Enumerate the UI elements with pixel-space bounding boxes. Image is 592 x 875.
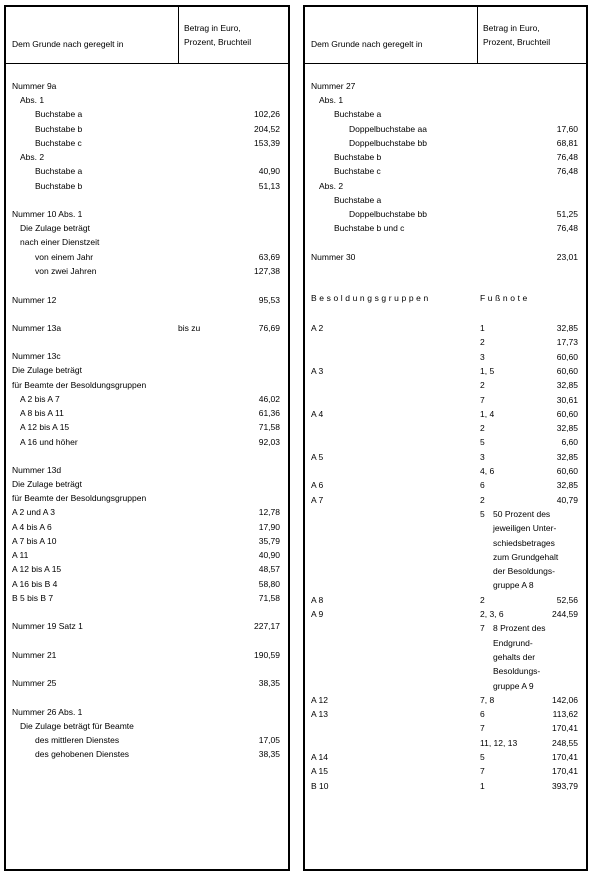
row-footnote: 7 bbox=[480, 723, 485, 734]
table-row bbox=[305, 94, 586, 106]
table-row bbox=[305, 165, 586, 177]
row-value: 32,85 bbox=[556, 323, 578, 333]
row-label: A 4 bis A 6 bbox=[12, 522, 52, 532]
row-value: 51,13 bbox=[258, 181, 280, 191]
row-footnote: 5 bbox=[480, 508, 485, 519]
table-row bbox=[6, 108, 288, 120]
row-note: zum Grundgehalt bbox=[493, 551, 559, 562]
table-row bbox=[6, 706, 288, 718]
table-row bbox=[305, 80, 586, 92]
table-row bbox=[6, 436, 288, 448]
row-value: 32,85 bbox=[556, 480, 578, 491]
row-label: Nummer 13d bbox=[12, 465, 62, 475]
table-row bbox=[305, 336, 586, 348]
row-note: Endgrund- bbox=[493, 637, 533, 648]
row-label: A 12 bis A 15 bbox=[20, 422, 70, 432]
table-row bbox=[6, 180, 288, 192]
table-row bbox=[305, 594, 586, 606]
table-row bbox=[305, 651, 586, 663]
row-value: 248,55 bbox=[552, 737, 578, 748]
row-label: Buchstabe a bbox=[35, 166, 83, 176]
table-row bbox=[305, 579, 586, 591]
table-row bbox=[305, 180, 586, 192]
row-label: A 7 bis A 10 bbox=[12, 536, 57, 546]
row-value: 204,52 bbox=[254, 124, 280, 134]
table-row bbox=[305, 322, 586, 334]
row-group: A 14 bbox=[311, 752, 329, 762]
row-value: 92,03 bbox=[258, 437, 280, 447]
row-footnote: 2 bbox=[480, 494, 485, 505]
row-footnote: 7 bbox=[480, 766, 485, 777]
fussnote-heading: Fußnote bbox=[480, 293, 530, 303]
row-label: Die Zulage beträgt bbox=[12, 479, 82, 489]
row-label: für Beamte der Besoldungsgruppen bbox=[12, 380, 147, 390]
table-row bbox=[305, 765, 586, 777]
table-row bbox=[305, 494, 586, 506]
table-row bbox=[6, 350, 288, 362]
row-label: Doppelbuchstabe aa bbox=[349, 124, 427, 134]
table-row bbox=[305, 537, 586, 549]
header-col2-line1: Betrag in Euro, bbox=[483, 23, 540, 33]
row-group: A 6 bbox=[311, 480, 324, 491]
table-row bbox=[6, 521, 288, 533]
row-group: A 5 bbox=[311, 451, 324, 462]
row-value: 40,90 bbox=[258, 166, 280, 176]
table-row bbox=[6, 592, 288, 604]
left-table-header bbox=[6, 7, 288, 64]
row-value: 48,57 bbox=[258, 564, 280, 574]
table-row bbox=[305, 708, 586, 720]
row-label: B 5 bis B 7 bbox=[12, 593, 54, 603]
table-row bbox=[305, 422, 586, 434]
row-label: Abs. 1 bbox=[20, 95, 45, 105]
row-group: A 13 bbox=[311, 709, 329, 720]
row-label: A 8 bis A 11 bbox=[20, 408, 64, 418]
table-row bbox=[305, 222, 586, 234]
table-row bbox=[6, 236, 288, 248]
table-row bbox=[6, 251, 288, 263]
table-row bbox=[305, 780, 586, 792]
table-row bbox=[305, 565, 586, 577]
row-group: B 10 bbox=[311, 780, 329, 791]
row-note: 50 Prozent des bbox=[493, 508, 551, 519]
row-note: 8 Prozent des bbox=[493, 623, 546, 634]
table-row bbox=[305, 522, 586, 534]
row-value: 38,35 bbox=[258, 749, 280, 759]
row-value: 113,62 bbox=[552, 709, 578, 720]
row-group: A 9 bbox=[311, 609, 324, 619]
table-row bbox=[6, 464, 288, 476]
row-value: 71,58 bbox=[258, 422, 280, 432]
table-row bbox=[6, 492, 288, 504]
row-footnote: 7 bbox=[480, 394, 485, 405]
row-footnote: 7 bbox=[480, 623, 485, 634]
table-row bbox=[305, 622, 586, 634]
row-group: A 8 bbox=[311, 594, 324, 605]
table-row bbox=[305, 637, 586, 649]
table-row bbox=[6, 421, 288, 433]
row-label: Nummer 10 Abs. 1 bbox=[12, 209, 83, 219]
row-label: Doppelbuchstabe bb bbox=[349, 209, 427, 219]
table-row bbox=[6, 123, 288, 135]
row-value: 38,35 bbox=[258, 678, 280, 688]
table-row bbox=[6, 620, 288, 632]
row-label: nach einer Dienstzeit bbox=[20, 237, 100, 247]
row-footnote: 3 bbox=[480, 451, 485, 462]
row-label: A 11 bbox=[12, 550, 29, 560]
row-label: von zwei Jahren bbox=[35, 266, 97, 276]
table-row bbox=[305, 351, 586, 363]
row-value: 76,69 bbox=[258, 323, 280, 333]
row-label: Buchstabe b und c bbox=[334, 223, 405, 233]
table-row bbox=[6, 407, 288, 419]
table-row bbox=[305, 551, 586, 563]
row-value: 40,90 bbox=[258, 550, 280, 560]
row-label: des mittleren Dienstes bbox=[35, 735, 120, 745]
row-value: 32,85 bbox=[556, 423, 578, 434]
row-value: 17,90 bbox=[258, 522, 280, 532]
row-value: 244,59 bbox=[552, 609, 578, 619]
row-label: für Beamte der Besoldungsgruppen bbox=[12, 493, 147, 503]
row-label: Nummer 25 bbox=[12, 678, 57, 688]
row-footnote: 5 bbox=[480, 437, 485, 448]
table-row bbox=[6, 322, 288, 334]
row-value: 60,60 bbox=[556, 466, 578, 476]
table-row bbox=[305, 751, 586, 763]
table-row bbox=[6, 563, 288, 575]
row-note: Besoldungs- bbox=[493, 666, 541, 677]
header-divider bbox=[178, 7, 179, 63]
row-label: Nummer 13a bbox=[12, 323, 62, 333]
table-row bbox=[6, 151, 288, 163]
row-footnote: 11, 12, 13 bbox=[480, 737, 518, 748]
table-row bbox=[6, 80, 288, 92]
row-value: 60,60 bbox=[556, 365, 578, 376]
row-footnote: 6 bbox=[480, 480, 485, 491]
row-value: 153,39 bbox=[254, 138, 280, 148]
row-note: schiedsbetrages bbox=[493, 537, 555, 548]
row-qualifier: bis zu bbox=[178, 323, 201, 333]
row-note: jeweiligen Unter- bbox=[493, 523, 557, 534]
row-value: 142,06 bbox=[552, 694, 578, 705]
table-row bbox=[6, 478, 288, 490]
table-row bbox=[6, 506, 288, 518]
row-value: 46,02 bbox=[258, 394, 280, 404]
table-row bbox=[6, 265, 288, 277]
row-label: Buchstabe c bbox=[35, 138, 82, 148]
table-row bbox=[6, 578, 288, 590]
header-divider bbox=[477, 7, 478, 63]
row-value: 60,60 bbox=[556, 351, 578, 362]
row-note: gehalts der bbox=[493, 651, 536, 662]
row-value: 170,41 bbox=[552, 752, 578, 762]
row-label: Abs. 1 bbox=[319, 95, 344, 105]
row-label: Die Zulage beträgt für Beamte bbox=[20, 721, 134, 731]
row-label: Buchstabe a bbox=[334, 109, 382, 119]
table-row bbox=[6, 208, 288, 220]
row-label: Die Zulage beträgt bbox=[12, 365, 82, 375]
table-row bbox=[6, 137, 288, 149]
row-footnote: 6 bbox=[480, 709, 485, 720]
row-value: 227,17 bbox=[254, 621, 280, 631]
row-label: Nummer 12 bbox=[12, 295, 57, 305]
row-note: der Besoldungs- bbox=[493, 566, 555, 577]
row-value: 95,53 bbox=[258, 295, 280, 305]
header-col2 bbox=[483, 21, 550, 49]
row-label: Buchstabe a bbox=[334, 195, 382, 205]
table-row bbox=[6, 649, 288, 661]
header-col1: Dem Grunde nach geregelt in bbox=[311, 39, 423, 49]
row-label: Buchstabe b bbox=[334, 152, 382, 162]
row-label: Buchstabe b bbox=[35, 124, 83, 134]
table-row bbox=[305, 680, 586, 692]
table-row bbox=[6, 734, 288, 746]
row-label: A 16 und höher bbox=[20, 437, 78, 447]
row-value: 12,78 bbox=[258, 507, 280, 517]
row-label: A 2 bis A 7 bbox=[20, 394, 60, 404]
header-col2-line2: Prozent, Bruchteil bbox=[184, 37, 252, 47]
table-row bbox=[305, 151, 586, 163]
row-value: 17,05 bbox=[258, 735, 280, 745]
row-label: Nummer 27 bbox=[311, 81, 356, 91]
row-label: A 16 bis B 4 bbox=[12, 579, 58, 589]
row-value: 23,01 bbox=[556, 252, 578, 262]
row-label: Doppelbuchstabe bb bbox=[349, 138, 427, 148]
header-col2 bbox=[184, 21, 251, 49]
row-value: 17,73 bbox=[556, 337, 578, 348]
row-value: 127,38 bbox=[254, 266, 280, 276]
row-value: 32,85 bbox=[556, 380, 578, 391]
table-row bbox=[305, 137, 586, 149]
row-value: 63,69 bbox=[258, 252, 280, 262]
table-row bbox=[305, 451, 586, 463]
table-row bbox=[6, 165, 288, 177]
row-label: von einem Jahr bbox=[35, 252, 94, 262]
header-col1: Dem Grunde nach geregelt in bbox=[12, 39, 124, 49]
row-value: 60,60 bbox=[556, 408, 578, 419]
row-value: 170,41 bbox=[552, 723, 578, 734]
row-footnote: 2 bbox=[480, 594, 485, 605]
row-value: 102,26 bbox=[254, 109, 280, 119]
row-group: A 3 bbox=[311, 365, 324, 376]
table-row bbox=[305, 108, 586, 120]
row-label: Nummer 9a bbox=[12, 81, 57, 91]
row-label: Buchstabe c bbox=[334, 166, 381, 176]
table-row bbox=[305, 479, 586, 491]
table-row bbox=[6, 535, 288, 547]
table-row bbox=[305, 408, 586, 420]
table-row bbox=[305, 608, 586, 620]
row-footnote: 1 bbox=[480, 323, 485, 333]
row-label: A 12 bis A 15 bbox=[12, 564, 62, 574]
right-table-header bbox=[305, 7, 586, 64]
table-row bbox=[6, 222, 288, 234]
row-group: A 15 bbox=[311, 766, 329, 777]
row-value: 76,48 bbox=[556, 152, 578, 162]
row-value: 61,36 bbox=[258, 408, 280, 418]
row-label: des gehobenen Dienstes bbox=[35, 749, 130, 759]
row-footnote: 1, 4 bbox=[480, 408, 495, 419]
row-note: gruppe A 8 bbox=[493, 580, 534, 591]
row-value: 32,85 bbox=[556, 451, 578, 462]
row-group: A 2 bbox=[311, 323, 324, 333]
table-row bbox=[6, 748, 288, 760]
row-label: Die Zulage beträgt bbox=[20, 223, 90, 233]
row-footnote: 3 bbox=[480, 351, 485, 362]
table-row bbox=[305, 123, 586, 135]
row-value: 190,59 bbox=[254, 650, 280, 660]
table-row bbox=[6, 393, 288, 405]
table-row bbox=[305, 722, 586, 734]
table-row bbox=[6, 677, 288, 689]
besoldungsgruppen-heading: Besoldungsgruppen bbox=[311, 293, 431, 303]
row-footnote: 1, 5 bbox=[480, 365, 495, 376]
table-row bbox=[305, 251, 586, 263]
table-row bbox=[6, 294, 288, 306]
header-col2-line2: Prozent, Bruchteil bbox=[483, 37, 551, 47]
row-value: 393,79 bbox=[552, 780, 578, 791]
row-footnote: 2 bbox=[480, 423, 485, 434]
table-row bbox=[305, 365, 586, 377]
row-footnote: 7, 8 bbox=[480, 694, 495, 705]
row-value: 71,58 bbox=[258, 593, 280, 603]
row-label: Nummer 19 Satz 1 bbox=[12, 621, 83, 631]
row-value: 76,48 bbox=[556, 223, 578, 233]
row-label: Buchstabe b bbox=[35, 181, 83, 191]
table-row bbox=[6, 364, 288, 376]
row-value: 51,25 bbox=[556, 209, 578, 219]
row-value: 170,41 bbox=[552, 766, 578, 777]
table-row bbox=[305, 394, 586, 406]
row-value: 40,79 bbox=[556, 494, 578, 505]
row-value: 52,56 bbox=[556, 594, 578, 605]
row-label: Nummer 30 bbox=[311, 252, 356, 262]
row-label: Abs. 2 bbox=[20, 152, 45, 162]
header-col2-line1: Betrag in Euro, bbox=[184, 23, 241, 33]
table-row bbox=[6, 94, 288, 106]
row-value: 6,60 bbox=[561, 437, 578, 448]
row-label: Nummer 21 bbox=[12, 650, 57, 660]
row-group: A 7 bbox=[311, 494, 324, 505]
table-row bbox=[6, 549, 288, 561]
row-value: 17,60 bbox=[556, 124, 578, 134]
row-label: Nummer 13c bbox=[12, 351, 61, 361]
row-label: Nummer 26 Abs. 1 bbox=[12, 707, 83, 717]
row-group: A 4 bbox=[311, 408, 324, 419]
right-table bbox=[303, 5, 588, 871]
row-value: 68,81 bbox=[556, 138, 578, 148]
row-value: 35,79 bbox=[258, 536, 280, 546]
table-row bbox=[305, 665, 586, 677]
row-value: 30,61 bbox=[556, 394, 578, 405]
row-footnote: 2, 3, 6 bbox=[480, 609, 504, 619]
table-row bbox=[305, 694, 586, 706]
row-footnote: 1 bbox=[480, 780, 485, 791]
table-row bbox=[305, 737, 586, 749]
table-row bbox=[305, 436, 586, 448]
table-row bbox=[305, 465, 586, 477]
row-label: Abs. 2 bbox=[319, 181, 344, 191]
table-row bbox=[305, 379, 586, 391]
table-row bbox=[305, 208, 586, 220]
table-row bbox=[6, 720, 288, 732]
left-table bbox=[4, 5, 290, 871]
row-label: A 2 und A 3 bbox=[12, 507, 56, 517]
row-group: A 12 bbox=[311, 694, 329, 705]
row-note: gruppe A 9 bbox=[493, 680, 534, 691]
row-footnote: 2 bbox=[480, 380, 485, 391]
row-value: 58,80 bbox=[258, 579, 280, 589]
table-row bbox=[305, 194, 586, 206]
table-row bbox=[6, 379, 288, 391]
row-footnote: 4, 6 bbox=[480, 466, 495, 476]
row-footnote: 2 bbox=[480, 337, 485, 348]
row-footnote: 5 bbox=[480, 752, 485, 762]
row-label: Buchstabe a bbox=[35, 109, 83, 119]
table-row bbox=[305, 508, 586, 520]
row-value: 76,48 bbox=[556, 166, 578, 176]
